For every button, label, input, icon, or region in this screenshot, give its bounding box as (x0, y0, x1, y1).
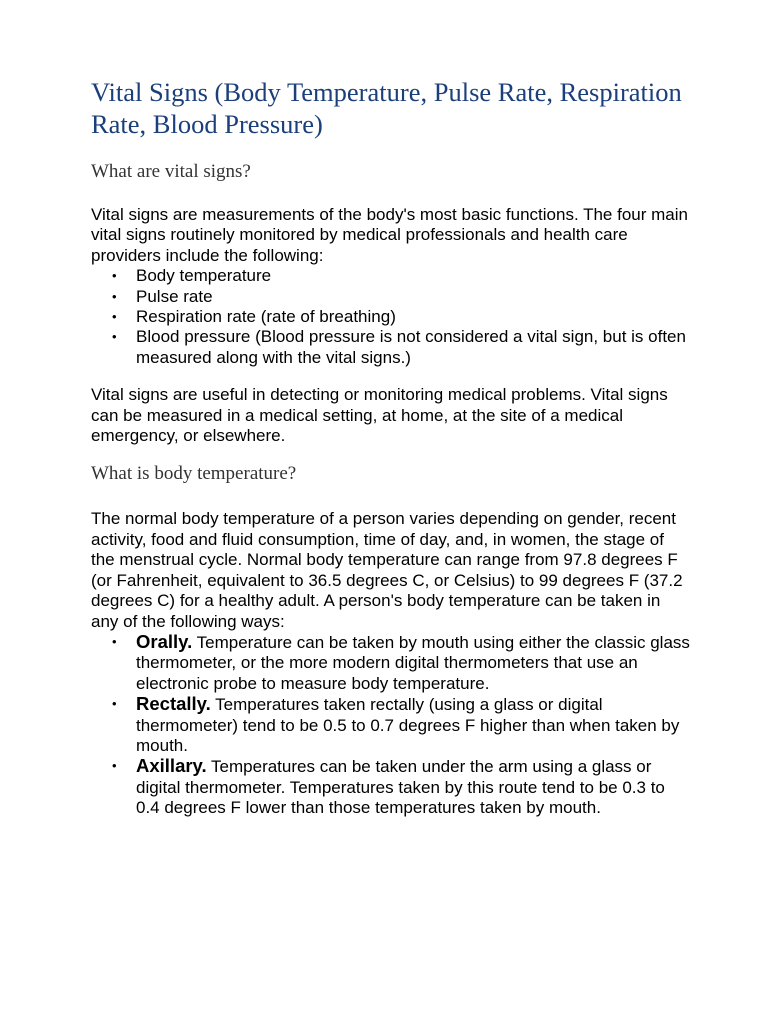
temperature-methods-list (91, 632, 691, 819)
vital-signs-outro: Vital signs are useful in detecting or monitoring medical problems. Vital signs can be measured in a medical setting, at home, at the site of a medical emergency, or elsewhere. (91, 385, 668, 446)
vital-signs-list (91, 266, 691, 368)
bullet-icon: • (112, 758, 117, 774)
page-title: Vital Signs (Body Temperature, Pulse Rate, Respiration Rate, Blood Pressure) (91, 77, 682, 139)
method-description: Temperatures can be taken under the arm using a glass or digital thermometer. Temperatures taken by this route tend to be 0.3 to 0.4 degrees F lower than those temperatures taken by mouth. (136, 757, 665, 818)
bullet-icon: • (112, 696, 117, 712)
list-item-orally (91, 632, 691, 694)
bullet-icon: • (112, 268, 117, 284)
document-page (91, 76, 691, 819)
vital-signs-intro: Vital signs are measurements of the body's most basic functions. The four main vital signs routinely monitored by medical professionals and health care providers include the following: (91, 205, 688, 265)
bullet-icon: • (112, 288, 117, 304)
list-item-axillary (91, 756, 691, 818)
list-item: • Body temperature (112, 266, 272, 286)
method-term: Rectally. (136, 693, 211, 715)
method-term: Axillary. (136, 755, 207, 777)
method-description: Temperatures taken rectally (using a glass or digital thermometer) tend to be 0.5 to 0.7 degrees F higher than when taken by mouth. (136, 695, 680, 755)
list-item: • Pulse rate (112, 286, 213, 306)
bullet-icon: • (112, 309, 117, 325)
method-term: Orally. (136, 630, 193, 652)
list-item: • Respiration rate (rate of breathing) (112, 307, 396, 327)
list-item: • Blood pressure (Blood pressure is not considered a vital sign, but is often measured along with the vital signs.) (112, 327, 686, 367)
section-heading-vital-signs: What are vital signs? (91, 161, 251, 182)
section-heading-body-temperature: What is body temperature? (91, 463, 297, 485)
list-item-rectally (91, 694, 691, 756)
body-temperature-intro: The normal body temperature of a person varies depending on gender, recent activity, food and fluid consumption, time of day, and, in women, the stage of the menstrual cycle. Normal body temperature can range from 97.8 degrees F (or Fahrenheit, equivalent to 36.5 degrees C, or Celsius) to 99 degrees F (37.2 degrees C) for a healthy adult. A person's body temperature can be taken in any of the following ways: (91, 509, 683, 631)
bullet-icon: • (112, 633, 117, 649)
bullet-icon: • (112, 329, 117, 345)
method-description: Temperature can be taken by mouth using either the classic glass thermometer, or the more modern digital thermometers that use an electronic probe to measure body temperature. (136, 632, 690, 693)
